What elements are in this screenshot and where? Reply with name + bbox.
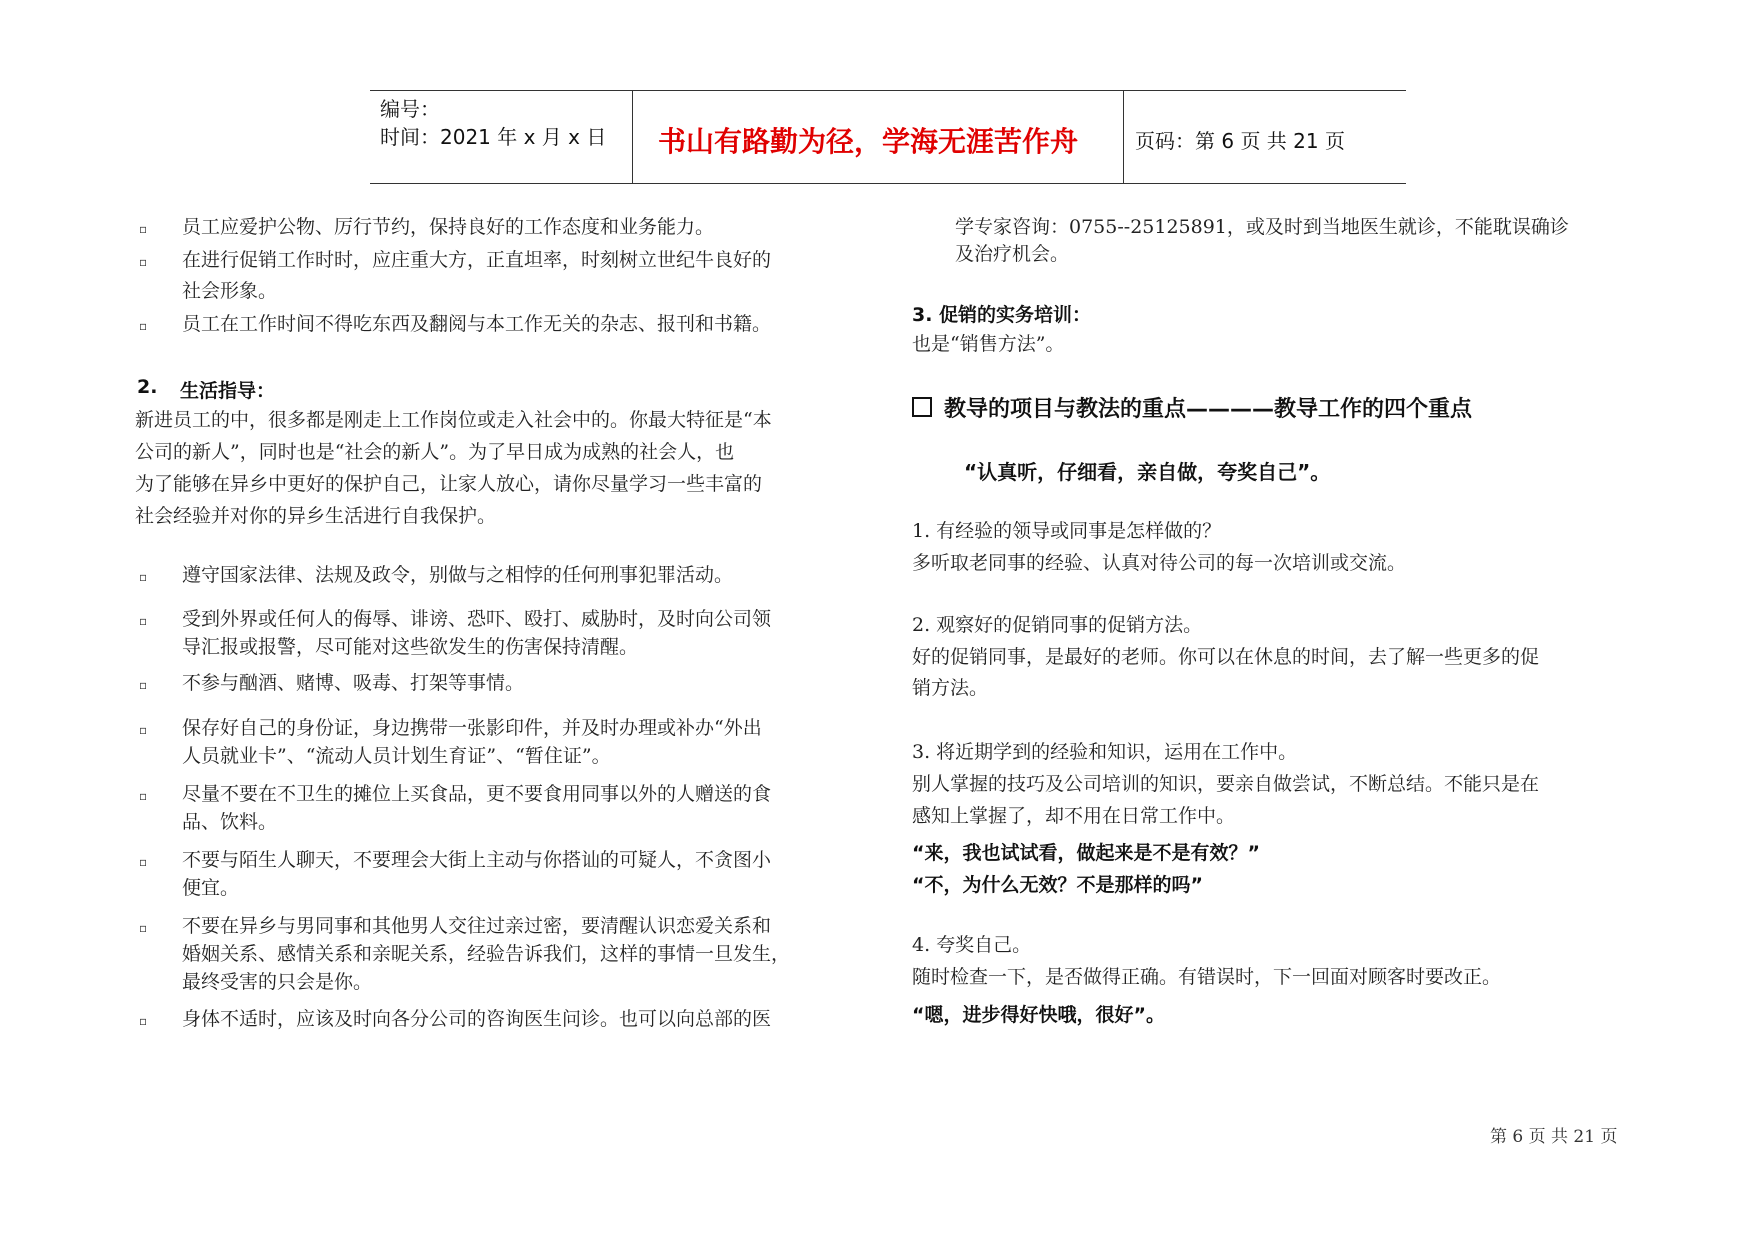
point-4-quote: “嗯，进步得好快哦，很好”。	[912, 1004, 1165, 1026]
point-4-title: 4. 夸奖自己。	[912, 934, 1032, 956]
bullet-marker: ▫	[139, 255, 148, 269]
point-2-title: 2. 观察好的促销同事的促销方法。	[912, 614, 1203, 636]
point-4-body: 随时检查一下，是否做得正确。有错误时，下一回面对顾客时要改正。	[912, 966, 1502, 988]
bullet-marker: ▫	[139, 222, 148, 236]
bullet-line: 人员就业卡”、“流动人员计划生育证”、“暂住证”。	[182, 745, 611, 767]
header-divider-2	[1123, 90, 1124, 184]
point-3-quote: “来，我也试试看，做起来是不是有效？”	[912, 842, 1260, 864]
header-top-rule	[370, 90, 1406, 91]
slogan: “认真听，仔细看，亲自做，夸奖自己”。	[964, 460, 1331, 484]
bullet-marker: ▫	[139, 921, 148, 935]
point-2-body: 销方法。	[912, 677, 989, 699]
bullet-line: 身体不适时，应该及时向各分公司的咨询医生问诊。也可以向总部的医	[182, 1008, 772, 1030]
bullet-line: 员工应爱护公物、厉行节约，保持良好的工作态度和业务能力。	[182, 216, 715, 238]
point-3-quote: “不，为什么无效？不是那样的吗”	[912, 874, 1203, 896]
header-time-label: 时间：2021 年 x 月 x 日	[380, 125, 607, 149]
header-bottom-rule	[370, 183, 1406, 184]
section-3-subtitle: 也是“销售方法”。	[912, 333, 1065, 355]
intro-line: 公司的新人”，同时也是“社会的新人”。为了早日成为成熟的社会人，也	[135, 441, 735, 463]
teaching-heading	[912, 392, 1472, 423]
section-3-title: 3. 促销的实务培训：	[912, 304, 1092, 326]
bullet-line: 尽量不要在不卫生的摊位上买食品，更不要食用同事以外的人赠送的食	[182, 783, 772, 805]
bullet-line: 受到外界或任何人的侮辱、诽谤、恐吓、殴打、威胁时，及时向公司领	[182, 608, 772, 630]
point-1-body: 多听取老同事的经验、认真对待公司的每一次培训或交流。	[912, 552, 1407, 574]
section-2-title: 生活指导：	[180, 380, 276, 402]
continued-line: 及治疗机会。	[955, 243, 1070, 265]
point-2-body: 好的促销同事，是最好的老师。你可以在休息的时间，去了解一些更多的促	[912, 646, 1540, 668]
point-3-body: 别人掌握的技巧及公司培训的知识，要亲自做尝试，不断总结。不能只是在	[912, 773, 1540, 795]
bullet-line: 遵守国家法律、法规及政令，别做与之相悖的任何刑事犯罪活动。	[182, 564, 734, 586]
bullet-line: 不要与陌生人聊天，不要理会大街上主动与你搭讪的可疑人，不贪图小	[182, 849, 772, 871]
bullet-marker: ▫	[139, 789, 148, 803]
bullet-line: 保存好自己的身份证，身边携带一张影印件，并及时办理或补办“外出	[182, 717, 762, 739]
bullet-marker: ▫	[139, 319, 148, 333]
bullet-line: 不参与酗酒、赌博、吸毒、打架等事情。	[182, 672, 525, 694]
point-1-title: 1. 有经验的领导或同事是怎样做的？	[912, 520, 1222, 542]
bullet-line: 导汇报或报警，尽可能对这些欲发生的伤害保持清醒。	[182, 636, 639, 658]
page-footer: 第 6 页 共 21 页	[1490, 1127, 1618, 1147]
point-3-title: 3. 将近期学到的经验和知识，运用在工作中。	[912, 741, 1298, 763]
point-3-body: 感知上掌握了，却不用在日常工作中。	[912, 805, 1236, 827]
bullet-marker: ▫	[139, 678, 148, 692]
bullet-line: 社会形象。	[182, 280, 278, 302]
bullet-marker: ▫	[139, 723, 148, 737]
teaching-heading-text: 教导的项目与教法的重点————教导工作的四个重点	[944, 397, 1473, 422]
bullet-line: 最终受害的只会是你。	[182, 971, 373, 993]
bullet-marker: ▫	[139, 570, 148, 584]
continued-line: 学专家咨询：0755--25125891，或及时到当地医生就诊，不能耽误确诊	[955, 216, 1569, 238]
bullet-line: 在进行促销工作时时，应庄重大方，正直坦率，时刻树立世纪牛良好的	[182, 249, 772, 271]
bullet-line: 员工在工作时间不得吃东西及翻阅与本工作无关的杂志、报刊和书籍。	[182, 313, 772, 335]
header-number-label: 编号：	[380, 97, 440, 121]
bullet-marker: ▫	[139, 855, 148, 869]
bullet-line: 品、饮料。	[182, 811, 278, 833]
header-divider-1	[632, 90, 633, 184]
bullet-line: 婚姻关系、感情关系和亲昵关系，经验告诉我们，这样的事情一旦发生，	[182, 943, 791, 965]
bullet-marker: ▫	[139, 1014, 148, 1028]
section-2-number: 2.	[137, 376, 158, 398]
bullet-line: 不要在异乡与男同事和其他男人交往过亲过密，要清醒认识恋爱关系和	[182, 915, 772, 937]
header-motto: 书山有路勤为径，学海无涯苦作舟	[658, 125, 1079, 158]
bullet-marker: ▫	[139, 614, 148, 628]
bullet-line: 便宜。	[182, 877, 240, 899]
checkbox-square-icon	[912, 397, 932, 417]
intro-line: 社会经验并对你的异乡生活进行自我保护。	[135, 505, 497, 527]
intro-line: 为了能够在异乡中更好的保护自己，让家人放心，请你尽量学习一些丰富的	[135, 473, 763, 495]
intro-line: 新进员工的中，很多都是刚走上工作岗位或走入社会中的。你最大特征是“本	[135, 409, 772, 431]
header-page-label: 页码：第 6 页 共 21 页	[1135, 129, 1345, 153]
